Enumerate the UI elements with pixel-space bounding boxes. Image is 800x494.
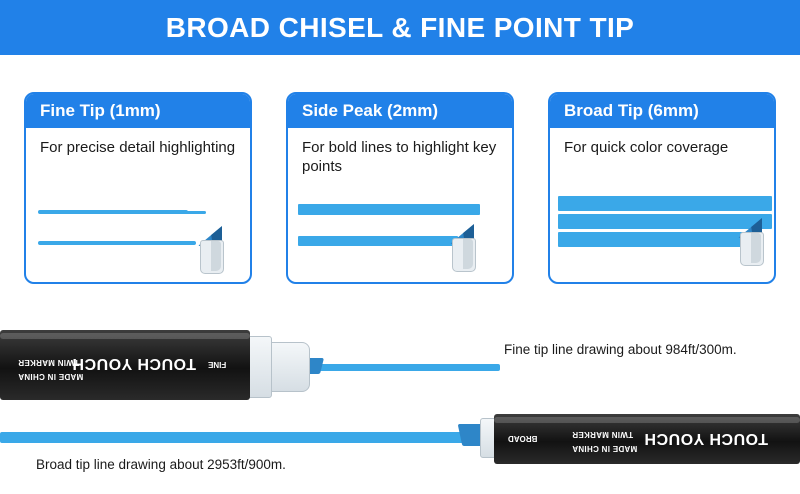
fine-marker-caption: Fine tip line drawing about 984ft/300m. [504, 342, 737, 357]
broad-ink-trail [0, 432, 470, 443]
fine-marker-nib-icon [196, 226, 226, 272]
tip-card-broad-body [550, 128, 774, 157]
tip-card-side-peak-body [288, 128, 512, 176]
bold-stroke-lower [298, 236, 458, 246]
broad-stroke-3 [558, 232, 758, 247]
fine-marker-tip-label: FINE [208, 360, 227, 369]
fine-stroke-illustration [26, 186, 250, 282]
barrel-gloss [494, 417, 800, 423]
broad-marker-nib-icon [736, 218, 766, 264]
bold-stroke-upper [298, 204, 480, 215]
nib-body-shade [751, 233, 761, 263]
tip-card-fine-title: Fine Tip (1mm) [40, 101, 161, 120]
fine-stroke-upper [38, 210, 188, 214]
page-title: BROAD CHISEL & FINE POINT TIP [165, 11, 635, 43]
fine-marker-origin: MADE IN CHINA [18, 372, 84, 381]
tip-card-fine-description: For precise detail highlighting [40, 139, 236, 156]
broad-marker-sub-brand: TWIN MARKER [572, 430, 634, 439]
tip-card-broad-description: For quick color coverage [564, 139, 729, 156]
tip-card-broad-header [550, 94, 774, 128]
side-peak-stroke-illustration [288, 186, 512, 282]
header-banner [0, 0, 800, 55]
fine-marker-brand: TOUCH YOUCH [72, 355, 197, 372]
tip-card-fine-header [26, 94, 250, 128]
broad-marker-brand: TOUCH YOUCH [644, 430, 769, 447]
broad-marker-origin: MADE IN CHINA [572, 444, 638, 453]
tip-card-side-peak-header [288, 94, 512, 128]
fine-marker-barrel [0, 330, 250, 400]
tip-cards-row [0, 92, 800, 292]
tip-card-side-peak-title: Side Peak (2mm) [302, 101, 439, 120]
barrel-gloss [0, 333, 250, 339]
nib-body-shade [211, 241, 221, 271]
broad-stroke-1 [558, 196, 772, 211]
side-peak-marker-nib-icon [448, 224, 478, 270]
broad-marker-caption: Broad tip line drawing about 2953ft/900m. [36, 457, 286, 472]
tip-card-side-peak [286, 92, 514, 284]
nib-body-shade [463, 239, 473, 269]
fine-ink-trail [310, 364, 500, 371]
broad-marker-tip-label: BROAD [508, 434, 538, 443]
broad-stroke-illustration [550, 186, 774, 282]
tip-card-side-peak-description: For bold lines to highlight key points [302, 139, 497, 175]
fine-stroke-lower [38, 241, 196, 245]
tip-card-broad-title: Broad Tip (6mm) [564, 101, 699, 120]
broad-marker-barrel [494, 414, 800, 464]
fine-stroke-upper-tail [176, 211, 206, 214]
tip-card-fine [24, 92, 252, 284]
fine-marker-sub-brand: TWIN MARKER [18, 358, 80, 367]
tip-card-fine-body [26, 128, 250, 157]
tip-card-broad [548, 92, 776, 284]
